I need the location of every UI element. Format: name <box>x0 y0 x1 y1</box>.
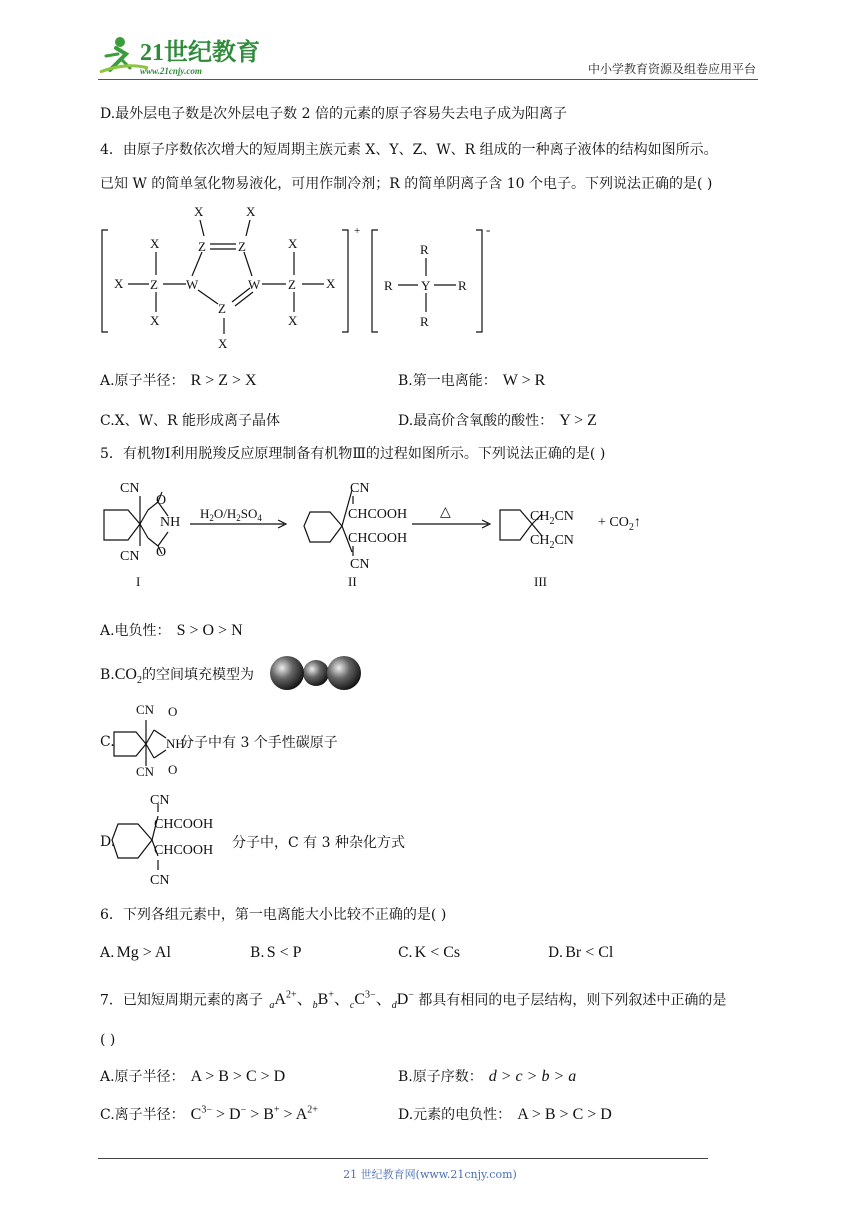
svg-text:NH: NH <box>166 736 185 751</box>
svg-text:Z: Z <box>218 301 226 316</box>
q6-option-b: B. S < P <box>250 944 302 961</box>
q7-option-a: A.原子半径： A > B > C > D <box>100 1068 286 1085</box>
svg-text:CN: CN <box>350 557 370 572</box>
svg-text:CN: CN <box>120 481 140 496</box>
q4-option-a: A.原子半径： R > Z > X <box>100 372 257 389</box>
svg-text:Z: Z <box>238 239 246 254</box>
svg-text:X: X <box>326 276 336 291</box>
q5-stem: 5．有机物Ⅰ利用脱羧反应原理制备有机物Ⅲ的过程如图所示。下列说法正确的是( ) <box>100 446 606 462</box>
label-compound-2: II <box>348 574 357 589</box>
q5-option-a: A.电负性： S > O > N <box>100 622 243 639</box>
svg-text:CH2CN: $CH_2CN$ <box>530 533 574 551</box>
q5-option-c-text: 分子中有 3 个手性碳原子 <box>180 735 338 751</box>
svg-text:CHCOOH: CHCOOH <box>348 531 408 546</box>
svg-text:NH: NH <box>160 515 181 530</box>
anion-charge: - <box>486 222 491 237</box>
q7-stem-line1: 7．已知短周期元素的离子 $_aA^{2+}$、$_b$B+、$_cC^{3-}$、$_d$D− 都具有相同的电子层结构，则下列叙述中正确的是 <box>100 990 727 1012</box>
q4-option-b: B.第一电离能： W > R <box>398 372 546 389</box>
svg-text:X: X <box>150 313 160 328</box>
q3-option-d: D.最外层电子数是次外层电子数 2 倍的元素的原子容易失去电子成为阳离子 <box>100 106 567 122</box>
svg-text:X: X <box>288 313 298 328</box>
svg-text:R: R <box>384 278 393 293</box>
site-logo <box>96 32 266 78</box>
ion-formula: $_aA^{2+}$、$_b$B+、$_cC^{3-}$、$_d$D− <box>269 990 414 1012</box>
q4-structure-diagram <box>96 200 506 359</box>
svg-text:X: X <box>150 236 160 251</box>
svg-text:R: R <box>458 278 467 293</box>
svg-text:X: X <box>194 204 204 219</box>
svg-text:Y: Y <box>421 278 431 293</box>
co2-space-filling-model <box>270 654 362 696</box>
q5-option-d-structure <box>110 790 234 894</box>
q4-option-d: D.最高价含氧酸的酸性： Y > Z <box>398 412 597 429</box>
svg-text:Z: Z <box>288 277 296 292</box>
label-compound-1: I <box>136 574 141 589</box>
q6-option-c: C. K < Cs <box>398 944 461 961</box>
svg-text:R: R <box>420 242 429 257</box>
label-compound-3: III <box>534 574 547 589</box>
svg-text:CN: CN <box>136 764 155 779</box>
svg-text:W: W <box>186 277 199 292</box>
q5-reaction-scheme <box>96 474 656 600</box>
svg-text:CH2CN: $CH_2CN$ <box>530 509 574 527</box>
q7-option-d: D.元素的电负性： A > B > C > D <box>398 1106 612 1123</box>
svg-text:O: O <box>156 545 167 560</box>
q4-stem-line1: 4．由原子序数依次增大的短周期主族元素 X、Y、Z、W、R 组成的一种离子液体的结构如图所示。 <box>100 142 718 158</box>
svg-text:CHCOOH: CHCOOH <box>348 507 408 522</box>
q6-option-a: A. Mg > Al <box>100 944 171 961</box>
q7-option-b: B.原子序数： d > c > b > a <box>398 1068 577 1085</box>
logo-title: 21世纪教育 <box>140 40 260 66</box>
svg-text:Z: Z <box>150 277 158 292</box>
svg-text:CHCOOH: CHCOOH <box>154 817 214 832</box>
q7-option-c: C.离子半径： $C^{3-} > D^- > B^+ > A^{2+}$ <box>100 1104 318 1123</box>
q6-stem: 6．下列各组元素中，第一电离能大小比较不正确的是( ) <box>100 907 447 923</box>
logo-url: www.21cnjy.com <box>140 66 202 76</box>
heat-symbol: △ <box>440 505 451 520</box>
header-divider <box>98 79 758 80</box>
svg-text:CN: CN <box>150 873 170 888</box>
svg-text:O: O <box>168 762 178 777</box>
q4-stem-line2: 已知 W 的简单氢化物易液化，可用作制冷剂；R 的简单阴离子含 10 个电子。下列说法正确的是( ) <box>100 176 713 192</box>
footer-text[interactable]: 21 世纪教育网(www.21cnjy.com) <box>343 1168 517 1181</box>
cation-charge: + <box>354 225 361 237</box>
svg-text:CN: CN <box>136 702 155 717</box>
q6-option-d: D. Br < Cl <box>548 944 614 961</box>
svg-text:CHCOOH: CHCOOH <box>154 843 214 858</box>
footer-divider <box>98 1158 708 1159</box>
q5-option-c-label: C. <box>100 734 115 750</box>
svg-text:X: X <box>114 276 124 291</box>
svg-text:CN: CN <box>350 481 370 496</box>
svg-text:O: O <box>168 704 178 719</box>
svg-text:CN: CN <box>120 549 140 564</box>
q4-option-c: C.X、W、R 能形成离子晶体 <box>100 413 281 429</box>
platform-title: 中小学教育资源及组卷应用平台 <box>587 62 756 76</box>
svg-text:+ CO2↑: + $CO_2↑$ <box>598 515 641 533</box>
svg-text:Z: Z <box>198 239 206 254</box>
q5-option-d-text: 分子中，C 有 3 种杂化方式 <box>232 835 405 851</box>
q5-option-b: $B.CO_2$的空间填充模型为 <box>100 666 254 687</box>
svg-text:CN: CN <box>150 793 170 808</box>
svg-text:X: X <box>218 336 228 351</box>
svg-text:X: X <box>288 236 298 251</box>
svg-text:R: R <box>420 314 429 329</box>
q7-paren: ( ) <box>100 1032 116 1048</box>
q5-option-d-label: D. <box>100 834 116 850</box>
svg-text:H2O/H2SO4: $H_2O/H_2SO_4$ <box>200 506 262 523</box>
q5-option-c-structure <box>110 700 185 784</box>
svg-text:X: X <box>246 204 256 219</box>
svg-text:O: O <box>156 493 167 508</box>
svg-text:W: W <box>248 277 261 292</box>
